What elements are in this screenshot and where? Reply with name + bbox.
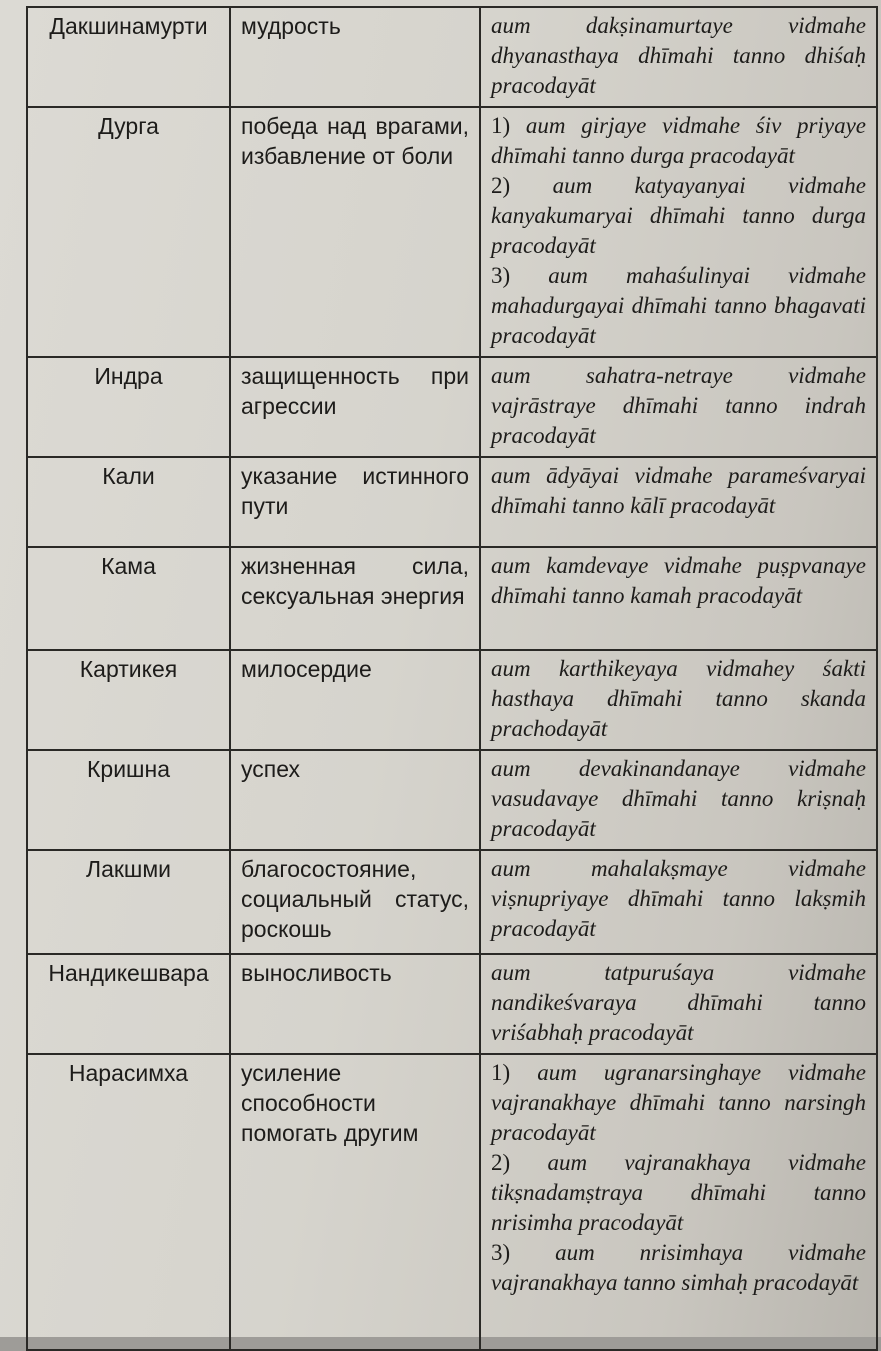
mantra-number: 2)	[491, 1150, 511, 1175]
table-row	[27, 7, 877, 107]
mantra-number: 3)	[491, 1240, 511, 1265]
mantra-transliteration: aum ādyāyai vidmahe parameśvaryai dhīmahi tanno kālī pracodayāt	[491, 463, 866, 518]
table-row	[27, 650, 877, 750]
mantra-text	[491, 551, 866, 611]
mantra-number: 3)	[491, 263, 511, 288]
deity-name: Кришна	[27, 750, 230, 850]
table-row	[27, 954, 877, 1054]
mantra-transliteration: aum devakinandanaye vidmahe vasudavaye dhīmahi tanno kriṣnaḥ pracodayāt	[491, 756, 866, 841]
mantra-cell	[480, 650, 877, 750]
purpose-text: указание истинного пути	[230, 457, 480, 547]
table-row	[27, 850, 877, 954]
mantra-number: 2)	[491, 173, 511, 198]
table-row	[27, 107, 877, 357]
mantra-text	[491, 261, 866, 351]
table-row	[27, 1054, 877, 1350]
mantra-text	[491, 854, 866, 944]
mantra-text	[491, 11, 866, 101]
purpose-text: усиление способности помогать другим	[230, 1054, 480, 1350]
purpose-text: жизненная сила, сексуальная энергия	[230, 547, 480, 650]
mantra-cell	[480, 1054, 877, 1350]
mantra-transliteration: aum tatpuruśaya vidmahe nandikeśvaraya dhīmahi tanno vriśabhaḥ pracodayāt	[491, 960, 866, 1045]
mantra-table	[26, 6, 878, 1351]
mantra-cell	[480, 357, 877, 457]
mantra-text	[491, 654, 866, 744]
mantra-text	[491, 1148, 866, 1238]
table-row	[27, 547, 877, 650]
mantra-number: 1)	[491, 1060, 511, 1085]
deity-name: Дурга	[27, 107, 230, 357]
mantra-text	[491, 754, 866, 844]
purpose-text: благосостояние, социальный статус, роскошь	[230, 850, 480, 954]
mantra-table-body	[27, 7, 877, 1350]
mantra-transliteration: aum sahatra-netraye vidmahe vajrāstraye dhīmahi tanno indrah pracodayāt	[491, 363, 866, 448]
mantra-transliteration: aum girjaye vidmahe śiv priyaye dhīmahi tanno durga pracodayāt	[491, 113, 866, 168]
mantra-transliteration: aum katyayanyai vidmahe kanyakumaryai dhīmahi tanno durga pracodayāt	[491, 173, 866, 258]
mantra-cell	[480, 850, 877, 954]
mantra-cell	[480, 457, 877, 547]
mantra-cell	[480, 750, 877, 850]
mantra-transliteration: aum nrisimhaya vidmahe vajranakhaya tanno simhaḥ pracodayāt	[491, 1240, 867, 1295]
mantra-transliteration: aum karthikeyaya vidmahey śakti hasthaya dhīmahi tanno skanda prachodayāt	[491, 656, 866, 741]
mantra-text	[491, 1238, 866, 1298]
purpose-text: мудрость	[230, 7, 480, 107]
mantra-text	[491, 958, 866, 1048]
mantra-transliteration: aum mahalakṣmaye vidmahe viṣnupriyaye dhīmahi tanno lakṣmih pracodayāt	[491, 856, 866, 941]
purpose-text: успех	[230, 750, 480, 850]
mantra-text	[491, 1058, 866, 1148]
mantra-number: 1)	[491, 113, 511, 138]
table-row	[27, 457, 877, 547]
mantra-transliteration: aum dakṣinamurtaye vidmahe dhyanasthaya dhīmahi tanno dhiśaḥ pracodayāt	[491, 13, 866, 98]
table-row	[27, 750, 877, 850]
table-row	[27, 357, 877, 457]
deity-name: Картикея	[27, 650, 230, 750]
purpose-text: победа над врагами, избавление от боли	[230, 107, 480, 357]
deity-name: Нарасимха	[27, 1054, 230, 1350]
mantra-cell	[480, 7, 877, 107]
mantra-cell	[480, 954, 877, 1054]
mantra-text	[491, 461, 866, 521]
deity-name: Кали	[27, 457, 230, 547]
purpose-text: милосердие	[230, 650, 480, 750]
deity-name: Лакшми	[27, 850, 230, 954]
mantra-text	[491, 111, 866, 171]
mantra-transliteration: aum vajranakhaya vidmahe tikṣnadamṣtraya dhīmahi tanno nrisimha pracodayāt	[491, 1150, 866, 1235]
mantra-text	[491, 361, 866, 451]
purpose-text: выносливость	[230, 954, 480, 1054]
purpose-text: защищенность при агрессии	[230, 357, 480, 457]
deity-name: Индра	[27, 357, 230, 457]
mantra-cell	[480, 547, 877, 650]
mantra-transliteration: aum mahaśulinyai vidmahe mahadurgayai dhīmahi tanno bhagavati pracodayāt	[491, 263, 867, 348]
deity-name: Дакшинамурти	[27, 7, 230, 107]
deity-name: Нандикешвара	[27, 954, 230, 1054]
mantra-transliteration: aum ugranarsinghaye vidmahe vajranakhaye dhīmahi tanno narsingh pracodayāt	[491, 1060, 866, 1145]
deity-name: Кама	[27, 547, 230, 650]
mantra-text	[491, 171, 866, 261]
mantra-transliteration: aum kamdevaye vidmahe puṣpvanaye dhīmahi tanno kamah pracodayāt	[491, 553, 866, 608]
mantra-cell	[480, 107, 877, 357]
